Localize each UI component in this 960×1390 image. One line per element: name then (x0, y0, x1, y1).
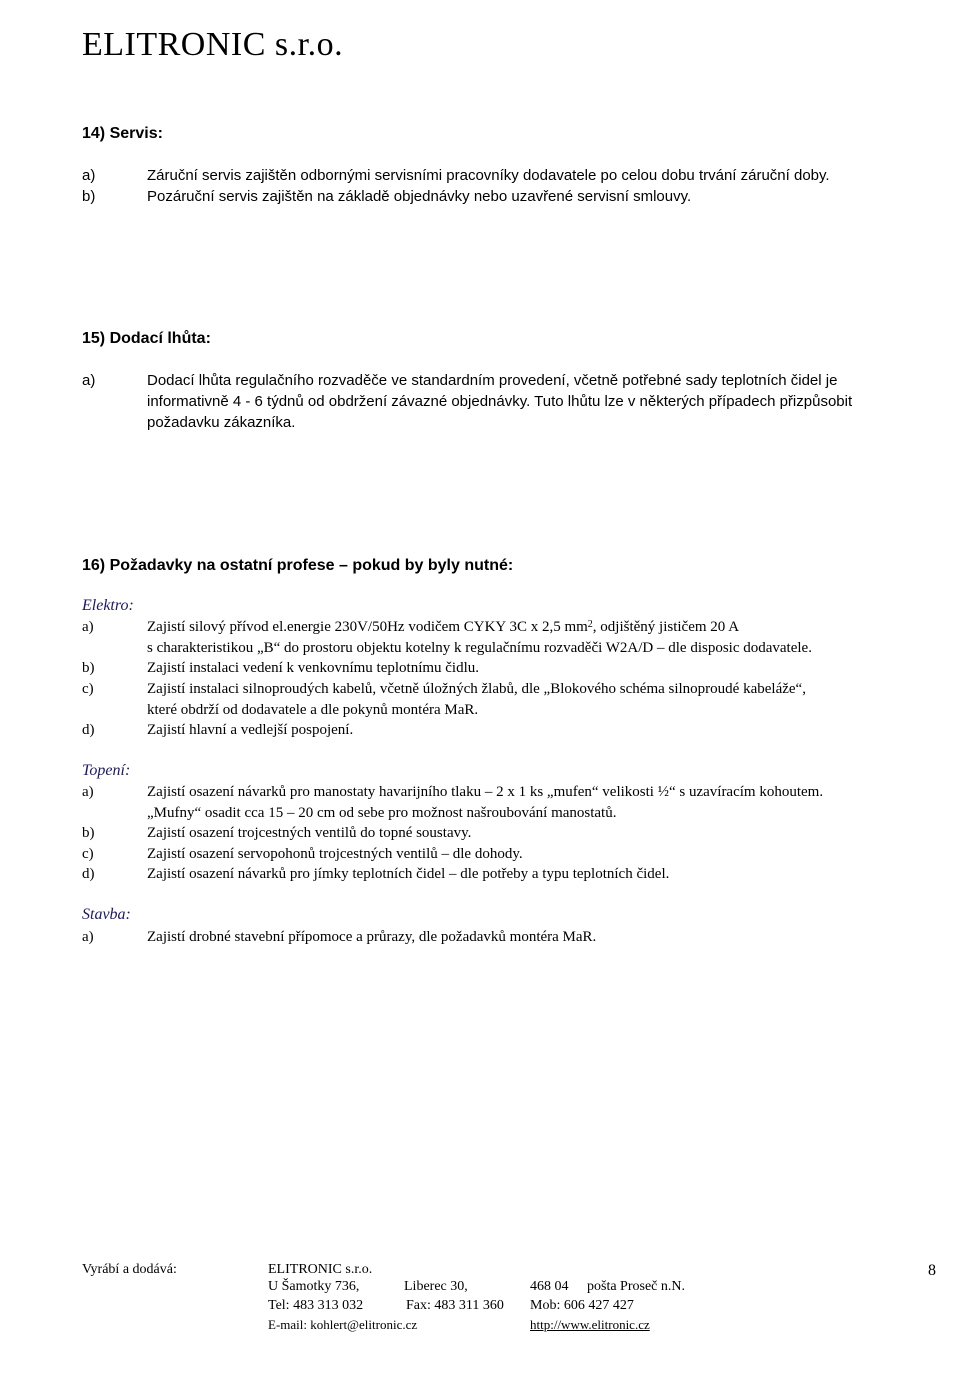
page-number: 8 (928, 1262, 936, 1279)
footer-tel: Tel: 483 313 032 (268, 1298, 364, 1313)
footer-company: ELITRONIC s.r.o. (268, 1262, 373, 1277)
list-item: Zajistí osazení trojcestných ventilů do topné soustavy. (147, 825, 472, 841)
list-item-line: „Mufny“ osadit cca 15 – 20 cm od sebe pro možnost našroubování manostatů. (147, 805, 617, 821)
list-marker: a) (82, 167, 96, 184)
list-item: Pozáruční servis zajištěn na základě objednávky nebo uzavřené servisní smlouvy. (147, 188, 692, 205)
list-marker: b) (82, 825, 95, 841)
section-15-heading: 15) Dodací lhůta: (82, 330, 211, 347)
list-item: Záruční servis zajištěn odbornými servisními pracovníky dodavatele po celou dobu trvání záruční doby. (147, 167, 830, 184)
list-marker: a) (82, 372, 96, 389)
subheading-elektro: Elektro: (82, 597, 134, 614)
list-marker: a) (82, 619, 94, 635)
footer-email: E-mail: kohlert@elitronic.cz (268, 1317, 418, 1332)
footer-fax: Fax: 483 311 360 (406, 1298, 504, 1313)
list-item: Zajistí hlavní a vedlejší pospojení. (147, 722, 354, 738)
list-item-line: Dodací lhůta regulačního rozvaděče ve standardním provedení, včetně potřebné sady teplotních čidel je (147, 372, 838, 389)
list-item: Zajistí drobné stavební přípomoce a průrazy, dle požadavků montéra MaR. (147, 929, 597, 945)
footer-street: U Šamotky 736, (268, 1279, 360, 1294)
subheading-stavba: Stavba: (82, 906, 131, 923)
list-item-line: informativně 4 - 6 týdnů od obdržení závazné objednávky. Tuto lhůtu lze v některých případech přizpůsobit (147, 393, 853, 410)
list-item: Zajistí osazení návarků pro jímky teplotních čidel – dle potřeby a typu teplotních čidel. (147, 866, 670, 882)
list-item: Zajistí osazení servopohonů trojcestných ventilů – dle dohody. (147, 846, 523, 862)
list-item-line: požadavku zákazníka. (147, 414, 296, 431)
footer-post: pošta Proseč n.N. (587, 1279, 685, 1294)
list-marker: a) (82, 929, 94, 945)
footer-city: Liberec 30, (404, 1279, 468, 1294)
section-14-heading: 14) Servis: (82, 125, 163, 142)
superscript: 2 (587, 619, 593, 630)
list-marker: b) (82, 188, 96, 205)
list-marker: d) (82, 722, 95, 738)
list-item-line: Zajistí osazení návarků pro manostaty havarijního tlaku – 2 x 1 ks „mufen“ velikosti ½“ s uzavíracím kohoutem. (147, 784, 824, 800)
footer-website-link[interactable]: http://www.elitronic.cz (530, 1317, 650, 1332)
text-run: , odjištěný jističem 20 A (592, 619, 740, 635)
list-item: Zajistí instalaci vedení k venkovnímu teplotnímu čidlu. (147, 660, 480, 676)
list-marker: a) (82, 784, 94, 800)
section-16-heading: 16) Požadavky na ostatní profese – pokud by byly nutné: (82, 557, 514, 574)
list-marker: d) (82, 866, 95, 882)
footer-mobile: Mob: 606 427 427 (530, 1298, 634, 1313)
list-item-line: které obdrží od dodavatele a dle pokynů montéra MaR. (147, 702, 479, 718)
list-marker: c) (82, 846, 94, 862)
list-item-line (147, 617, 739, 638)
list-item-line: Zajistí instalaci silnoproudých kabelů, včetně úložných žlabů, dle „Blokového schéma silnoproudé kabeláže“, (147, 681, 806, 697)
footer-zip: 468 04 (530, 1279, 569, 1294)
list-marker: c) (82, 681, 94, 697)
text-run: Zajistí silový přívod el.energie 230V/50Hz vodičem CYKY 3C x 2,5 mm (147, 619, 588, 635)
list-item-line: s charakteristikou „B“ do prostoru objektu kotelny k regulačnímu rozvaděči W2A/D – dle disposic dodavatele. (147, 640, 812, 656)
subheading-topeni: Topení: (82, 762, 131, 779)
footer-label: Vyrábí a dodává: (82, 1262, 177, 1277)
list-marker: b) (82, 660, 95, 676)
company-title: ELITRONIC s.r.o. (82, 26, 344, 63)
